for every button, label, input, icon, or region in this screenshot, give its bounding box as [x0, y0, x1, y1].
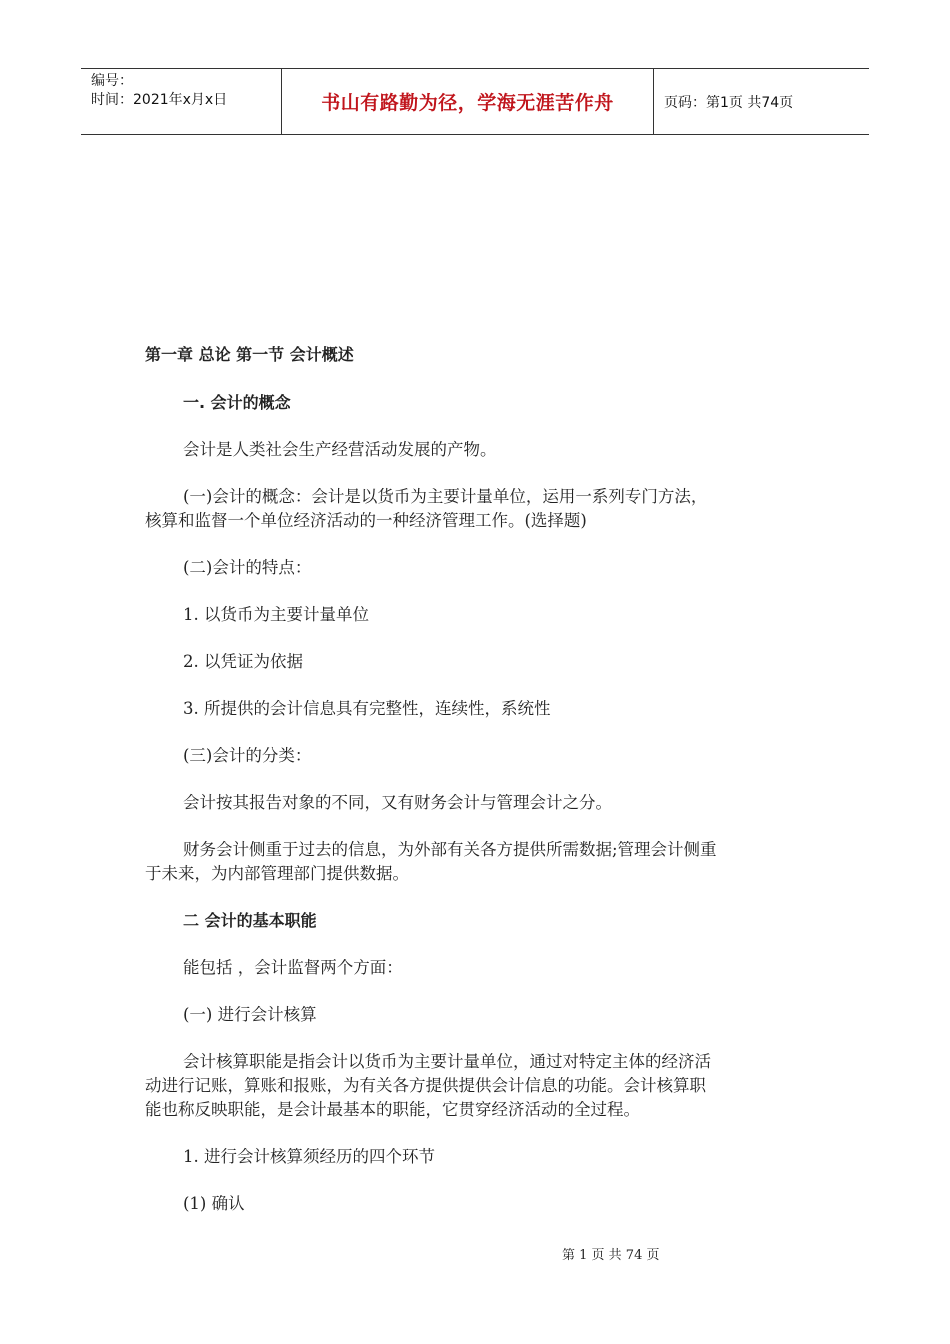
paragraph-6-line-1: 财务会计侧重于过去的信息，为外部有关各方提供所需数据;管理会计侧重	[183, 840, 717, 859]
paragraph-3: (二)会计的特点：	[183, 558, 312, 577]
list-item-4: 1. 进行会计核算须经历的四个环节	[183, 1147, 435, 1166]
header-meta-cell	[81, 69, 282, 134]
document-number-label: 编号：	[91, 73, 133, 89]
paragraph-9-line-1: 会计核算职能是指会计以货币为主要计量单位，通过对特定主体的经济活	[183, 1052, 711, 1071]
document-body	[145, 343, 810, 1216]
paragraph-9-line-3: 能也称反映职能，是会计最基本的职能，它贯穿经济活动的全过程。	[145, 1100, 640, 1119]
header-page-info: 页码：第1页 共74页	[664, 94, 794, 111]
paragraph-6-line-2: 于未来，为内部管理部门提供数据。	[145, 864, 409, 883]
list-item-1: 1. 以货币为主要计量单位	[183, 605, 369, 624]
paragraph-9-line-2: 动进行记账，算账和报账，为有关各方提供提供会计信息的功能。会计核算职	[145, 1076, 706, 1095]
paragraph-9	[145, 1050, 810, 1122]
paragraph-6	[145, 838, 810, 886]
paragraph-2-line-1: (一)会计的概念：会计是以货币为主要计量单位，运用一系列专门方法，	[183, 487, 708, 506]
list-item-5: (1) 确认	[183, 1194, 245, 1213]
list-item-3: 3. 所提供的会计信息具有完整性，连续性，系统性	[183, 699, 551, 718]
footer-page-number: 第 1 页 共 74 页	[562, 1248, 660, 1263]
list-item-2: 2. 以凭证为依据	[183, 652, 303, 671]
header-motto: 书山有路勤为径，学海无涯苦作舟	[321, 92, 614, 114]
header-page-cell	[654, 69, 869, 134]
section-title-1: 一. 会计的概念	[183, 393, 291, 412]
document-time-label: 时间：2021年x月x日	[91, 92, 228, 108]
paragraph-4: (三)会计的分类：	[183, 746, 312, 765]
paragraph-8: (一) 进行会计核算	[183, 1005, 317, 1024]
header-table	[81, 68, 869, 135]
chapter-title: 第一章 总论 第一节 会计概述	[145, 345, 354, 364]
paragraph-2-line-2: 核算和监督一个单位经济活动的一种经济管理工作。(选择题)	[145, 511, 587, 530]
paragraph-1: 会计是人类社会生产经营活动发展的产物。	[183, 440, 497, 459]
paragraph-5: 会计按其报告对象的不同，又有财务会计与管理会计之分。	[183, 793, 612, 812]
header-motto-cell	[282, 69, 654, 134]
paragraph-2	[145, 485, 810, 533]
section-title-2: 二 会计的基本职能	[183, 911, 317, 930]
paragraph-7: 能包括 ，会计监督两个方面：	[183, 958, 403, 977]
